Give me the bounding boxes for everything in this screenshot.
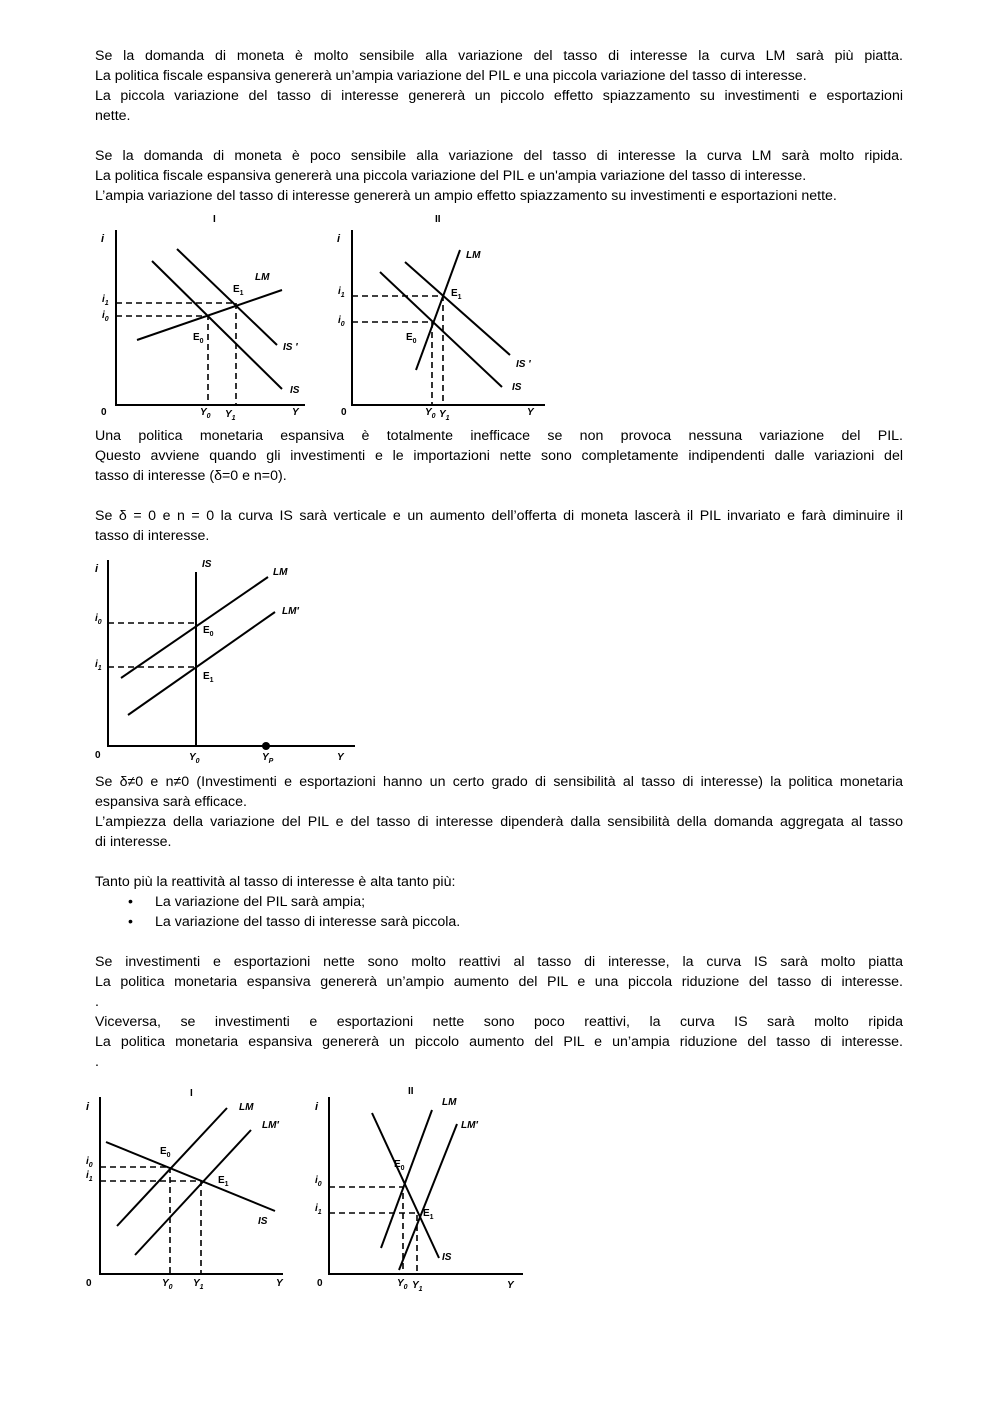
label-e0: $E_0$ <box>406 332 417 345</box>
dashed-e0 <box>116 316 208 405</box>
origin-label: 0 <box>341 407 347 418</box>
paragraph-vertical-is <box>95 506 903 546</box>
label-i0: $i_0$ <box>102 310 109 323</box>
origin-label: 0 <box>317 1278 323 1289</box>
panel-label: II <box>435 214 441 225</box>
panel-label: II <box>408 1086 414 1097</box>
figure-fiscal-flat-lm <box>95 208 325 423</box>
label-lm: LM <box>255 272 270 283</box>
lm-curve <box>416 250 460 370</box>
label-i0: $i_0$ <box>86 1156 93 1169</box>
label-i1: $i_1$ <box>102 294 109 307</box>
label-yp: $Y_P$ <box>262 752 274 765</box>
dashed-e1 <box>100 1181 201 1274</box>
text-line: L’ampiezza della variazione del PIL e del tasso di interesse dipenderà dalla sensibilità della domanda aggregata al tasso <box>95 814 903 830</box>
label-lm-prime: LM′ <box>461 1120 478 1131</box>
label-y1: $Y_1$ <box>412 1280 423 1293</box>
text-line: Viceversa, se investimenti e esportazioni nette sono poco reattivi, la curva IS sarà molto ripida <box>95 1014 903 1030</box>
text-line: tasso di interesse (δ=0 e n=0). <box>95 468 287 484</box>
paragraph-monetary-effective <box>95 772 903 852</box>
paragraph-monetary-ineffective <box>95 426 903 486</box>
label-i0: $i_0$ <box>95 613 102 626</box>
is-prime-curve <box>405 262 510 355</box>
label-is: IS <box>512 382 522 393</box>
label-y1: $Y_1$ <box>225 409 236 422</box>
label-lm: LM <box>442 1097 457 1108</box>
label-e0: $E_0$ <box>193 332 204 345</box>
text-line: Questo avviene quando gli investimenti e le importazioni nette sono completamente indipendenti dalle variazioni del <box>95 448 903 464</box>
label-y1: $Y_1$ <box>439 409 450 422</box>
axis-label-i: i <box>101 233 105 245</box>
dashed-e1 <box>352 296 443 405</box>
axes <box>352 230 545 405</box>
label-e1: $E_1$ <box>233 284 244 297</box>
text-line: nette. <box>95 108 131 124</box>
label-y: Y <box>527 407 534 418</box>
label-y0: $Y_0$ <box>397 1278 408 1291</box>
text-line: Se la domanda di moneta è molto sensibile alla variazione del tasso di interesse la curva LM sarà più piatta. <box>95 48 903 64</box>
panel-label: I <box>213 214 216 225</box>
list-item: • La variazione del PIL sarà ampia; <box>155 892 903 912</box>
origin-label: 0 <box>101 407 107 418</box>
text-line: Tanto più la reattività al tasso di interesse è alta tanto più: <box>95 874 456 890</box>
is-curve <box>106 1142 275 1211</box>
paragraph-steep-lm <box>95 146 903 206</box>
panel-label: I <box>190 1088 193 1099</box>
lm-prime-curve <box>128 612 275 715</box>
text-line: Una politica monetaria espansiva è totalmente inefficace se non provoca nessuna variazione del PIL. <box>95 428 903 444</box>
label-lm: LM <box>273 567 288 578</box>
axis-label-i: i <box>337 233 341 245</box>
text-line: tasso di interesse. <box>95 528 210 544</box>
label-y: Y <box>337 752 344 763</box>
label-is-prime: IS ′ <box>283 342 298 353</box>
text-line: La politica fiscale espansiva genererà una piccola variazione del PIL e un'ampia variazione del tasso di interesse. <box>95 168 807 184</box>
paragraph-reactivity <box>95 872 903 932</box>
figure-fiscal-steep-lm <box>335 208 565 423</box>
label-y0: $Y_0$ <box>425 407 436 420</box>
text-line: La piccola variazione del tasso di interesse genererà un piccolo effetto spiazzamento su investimenti e esportazioni <box>95 88 903 104</box>
label-y0: $Y_0$ <box>200 407 211 420</box>
label-y: Y <box>276 1278 283 1289</box>
label-e1: $E_1$ <box>423 1208 434 1221</box>
text-line: Se investimenti e esportazioni nette sono molto reattivi al tasso di interesse, la curva IS sarà molto piatta <box>95 954 903 970</box>
origin-label: 0 <box>86 1278 92 1289</box>
figure-monetary-flat-is <box>82 1080 302 1295</box>
label-lm: LM <box>239 1102 254 1113</box>
figure-vertical-is <box>92 552 362 767</box>
is-curve <box>380 272 502 387</box>
label-e1: $E_1$ <box>218 1175 229 1188</box>
axes <box>100 1097 283 1274</box>
text-line: Se la domanda di moneta è poco sensibile alla variazione del tasso di interesse la curva LM sarà molto ripida. <box>95 148 903 164</box>
label-is: IS <box>202 559 212 570</box>
label-lm: LM <box>466 250 481 261</box>
label-y: Y <box>292 407 299 418</box>
paragraph-is-slope <box>95 952 903 1072</box>
label-i0: $i_0$ <box>338 315 345 328</box>
text-line: di interesse. <box>95 834 172 850</box>
label-i1: $i_1$ <box>338 286 345 299</box>
axes <box>108 560 355 746</box>
text-line: La politica fiscale espansiva genererà un’ampia variazione del PIL e una piccola variazione del tasso di interesse. <box>95 68 807 84</box>
dashed-e0 <box>100 1167 170 1274</box>
figure-monetary-steep-is <box>310 1080 540 1295</box>
text-line: L’ampia variazione del tasso di interesse genererà un ampio effetto spiazzamento su investimenti e esportazioni nette. <box>95 188 837 204</box>
label-y: Y <box>507 1280 514 1291</box>
is-curve <box>372 1113 439 1258</box>
axis-label-i: i <box>95 563 99 575</box>
text-line: Se δ = 0 e n = 0 la curva IS sarà verticale e un aumento dell’offerta di moneta lascerà il PIL invariato e farà diminuire il <box>95 508 903 524</box>
lm-curve <box>121 577 268 678</box>
text-line: espansiva sarà efficace. <box>95 794 247 810</box>
axis-label-i: i <box>86 1101 90 1113</box>
text-line: . <box>95 994 99 1010</box>
label-lm-prime: LM′ <box>282 606 299 617</box>
lm-prime-curve <box>399 1124 457 1270</box>
label-y0: $Y_0$ <box>189 752 200 765</box>
potential-output-marker <box>262 742 270 750</box>
text-line: La politica monetaria espansiva genererà un piccolo aumento del PIL e un’ampia riduzione del tasso di interesse. <box>95 1034 903 1050</box>
label-i0: $i_0$ <box>315 1175 322 1188</box>
label-is: IS <box>442 1252 452 1263</box>
label-y1: $Y_1$ <box>193 1278 204 1291</box>
label-is: IS <box>290 385 300 396</box>
origin-label: 0 <box>95 750 101 761</box>
text-line: Se δ≠0 e n≠0 (Investimenti e esportazioni hanno un certo grado di sensibilità al tasso di interesse) la politica monetaria <box>95 774 903 790</box>
dashed-e0 <box>329 1187 403 1274</box>
dashed-e0 <box>352 322 432 405</box>
lm-prime-curve <box>135 1130 251 1255</box>
label-is-prime: IS ′ <box>516 359 531 370</box>
label-i1: $i_1$ <box>315 1203 322 1216</box>
text-line: . <box>95 1054 99 1070</box>
label-i1: $i_1$ <box>95 659 102 672</box>
label-e1: $E_1$ <box>203 671 214 684</box>
lm-curve <box>137 290 282 340</box>
list-item: • La variazione del tasso di interesse sarà piccola. <box>155 912 903 932</box>
paragraph-flat-lm <box>95 46 903 126</box>
dashed-e1 <box>116 303 236 405</box>
axis-label-i: i <box>315 1101 319 1113</box>
label-e0: $E_0$ <box>394 1159 405 1172</box>
bullet-list <box>95 892 903 932</box>
text-line: La politica monetaria espansiva genererà un’ampio aumento del PIL e una piccola riduzione del tasso di interesse. <box>95 974 903 990</box>
label-e1: $E_1$ <box>451 288 462 301</box>
label-y0: $Y_0$ <box>162 1278 173 1291</box>
label-e0: $E_0$ <box>203 625 214 638</box>
label-i1: $i_1$ <box>86 1170 93 1183</box>
label-is: IS <box>258 1216 268 1227</box>
label-lm-prime: LM′ <box>262 1120 279 1131</box>
label-e0: $E_0$ <box>160 1146 171 1159</box>
